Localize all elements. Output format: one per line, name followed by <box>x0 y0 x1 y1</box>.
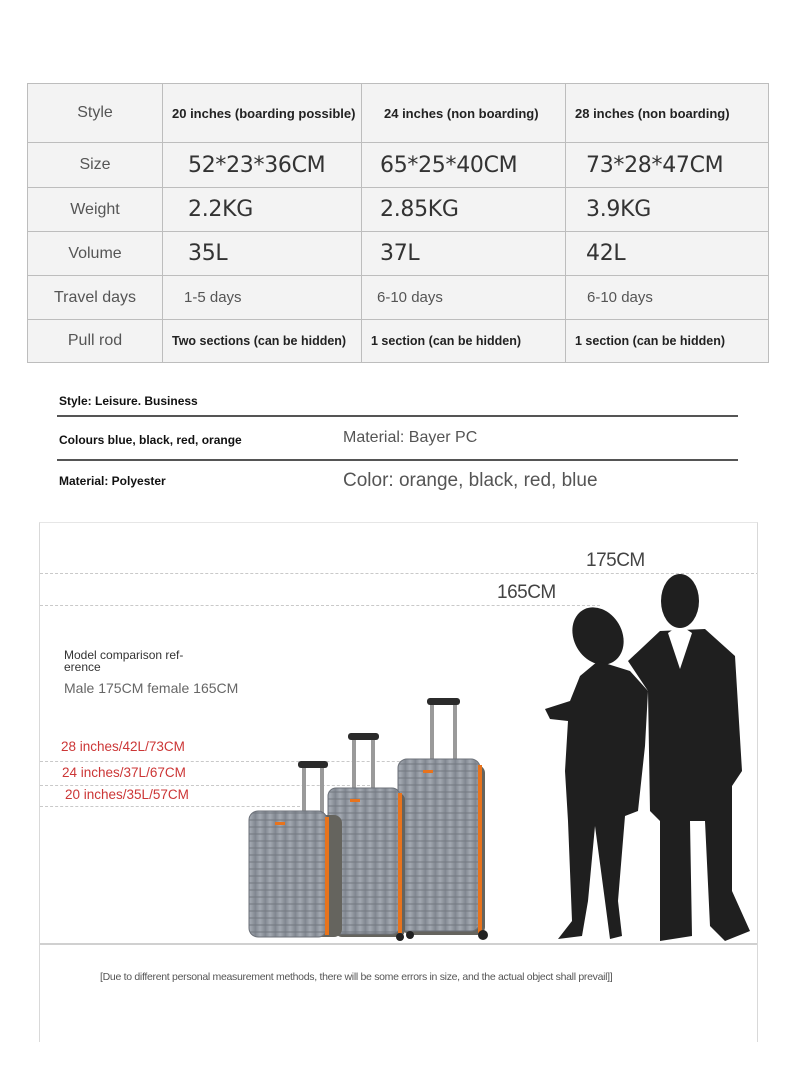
row-label: Size <box>28 143 163 188</box>
size-20in: 52*23*36CM <box>163 143 362 188</box>
size-24in: 65*25*40CM <box>362 143 566 188</box>
material-pc-attribute: Material: Bayer PC <box>343 429 478 446</box>
female-height-label: 165CM <box>497 582 556 603</box>
female-silhouette <box>545 598 648 939</box>
row-label: Weight <box>28 188 163 232</box>
ground-line <box>40 943 758 945</box>
rod-20in: Two sections (can be hidden) <box>163 320 362 363</box>
style-20in: 20 inches (boarding possible) <box>163 84 362 143</box>
style-24in: 24 inches (non boarding) <box>362 84 566 143</box>
style-attribute: Style: Leisure. Business <box>59 394 198 408</box>
colours-attribute: Colours blue, black, red, orange <box>59 433 242 447</box>
size-28in: 73*28*47CM <box>566 143 769 188</box>
model-reference-title <box>64 649 183 673</box>
table-row-size <box>28 143 769 188</box>
weight-28in: 3.9KG <box>566 188 769 232</box>
luggage-set-image <box>205 695 505 945</box>
model-title-line2: erence <box>64 660 101 674</box>
size-label-28: 28 inches/42L/73CM <box>61 739 185 754</box>
male-silhouette <box>628 574 750 941</box>
size-label-20: 20 inches/35L/57CM <box>65 787 189 802</box>
days-20in: 1-5 days <box>163 276 362 320</box>
luggage-20in <box>249 761 342 937</box>
table-row-pull-rod <box>28 320 769 363</box>
model-title-line1: Model comparison ref- <box>64 648 184 662</box>
volume-24in: 37L <box>362 232 566 276</box>
row-label: Style <box>28 84 163 143</box>
table-row-style <box>28 84 769 143</box>
row-label: Travel days <box>28 276 163 320</box>
divider <box>57 415 738 417</box>
luggage-28in <box>398 698 488 940</box>
rod-24in: 1 section (can be hidden) <box>362 320 566 363</box>
measurement-disclaimer: [Due to different personal measurement methods, there will be some errors in size, and the actual object shall prevail]] <box>100 971 613 983</box>
size-label-24: 24 inches/37L/67CM <box>62 765 186 780</box>
people-silhouette-image <box>510 571 750 946</box>
table-row-weight <box>28 188 769 232</box>
table-row-travel-days <box>28 276 769 320</box>
color-attribute: Color: orange, black, red, blue <box>343 470 598 491</box>
divider <box>57 459 738 461</box>
weight-24in: 2.85KG <box>362 188 566 232</box>
size-comparison-panel <box>39 522 758 1042</box>
rod-28in: 1 section (can be hidden) <box>566 320 769 363</box>
spec-table <box>27 83 769 363</box>
male-height-label: 175CM <box>586 550 645 571</box>
volume-28in: 42L <box>566 232 769 276</box>
days-28in: 6-10 days <box>566 276 769 320</box>
weight-20in: 2.2KG <box>163 188 362 232</box>
row-label: Volume <box>28 232 163 276</box>
days-24in: 6-10 days <box>362 276 566 320</box>
model-reference-subtitle: Male 175CM female 165CM <box>64 680 239 696</box>
style-28in: 28 inches (non boarding) <box>566 84 769 143</box>
material-polyester-attribute: Material: Polyester <box>59 474 166 488</box>
row-label: Pull rod <box>28 320 163 363</box>
table-row-volume <box>28 232 769 276</box>
volume-20in: 35L <box>163 232 362 276</box>
